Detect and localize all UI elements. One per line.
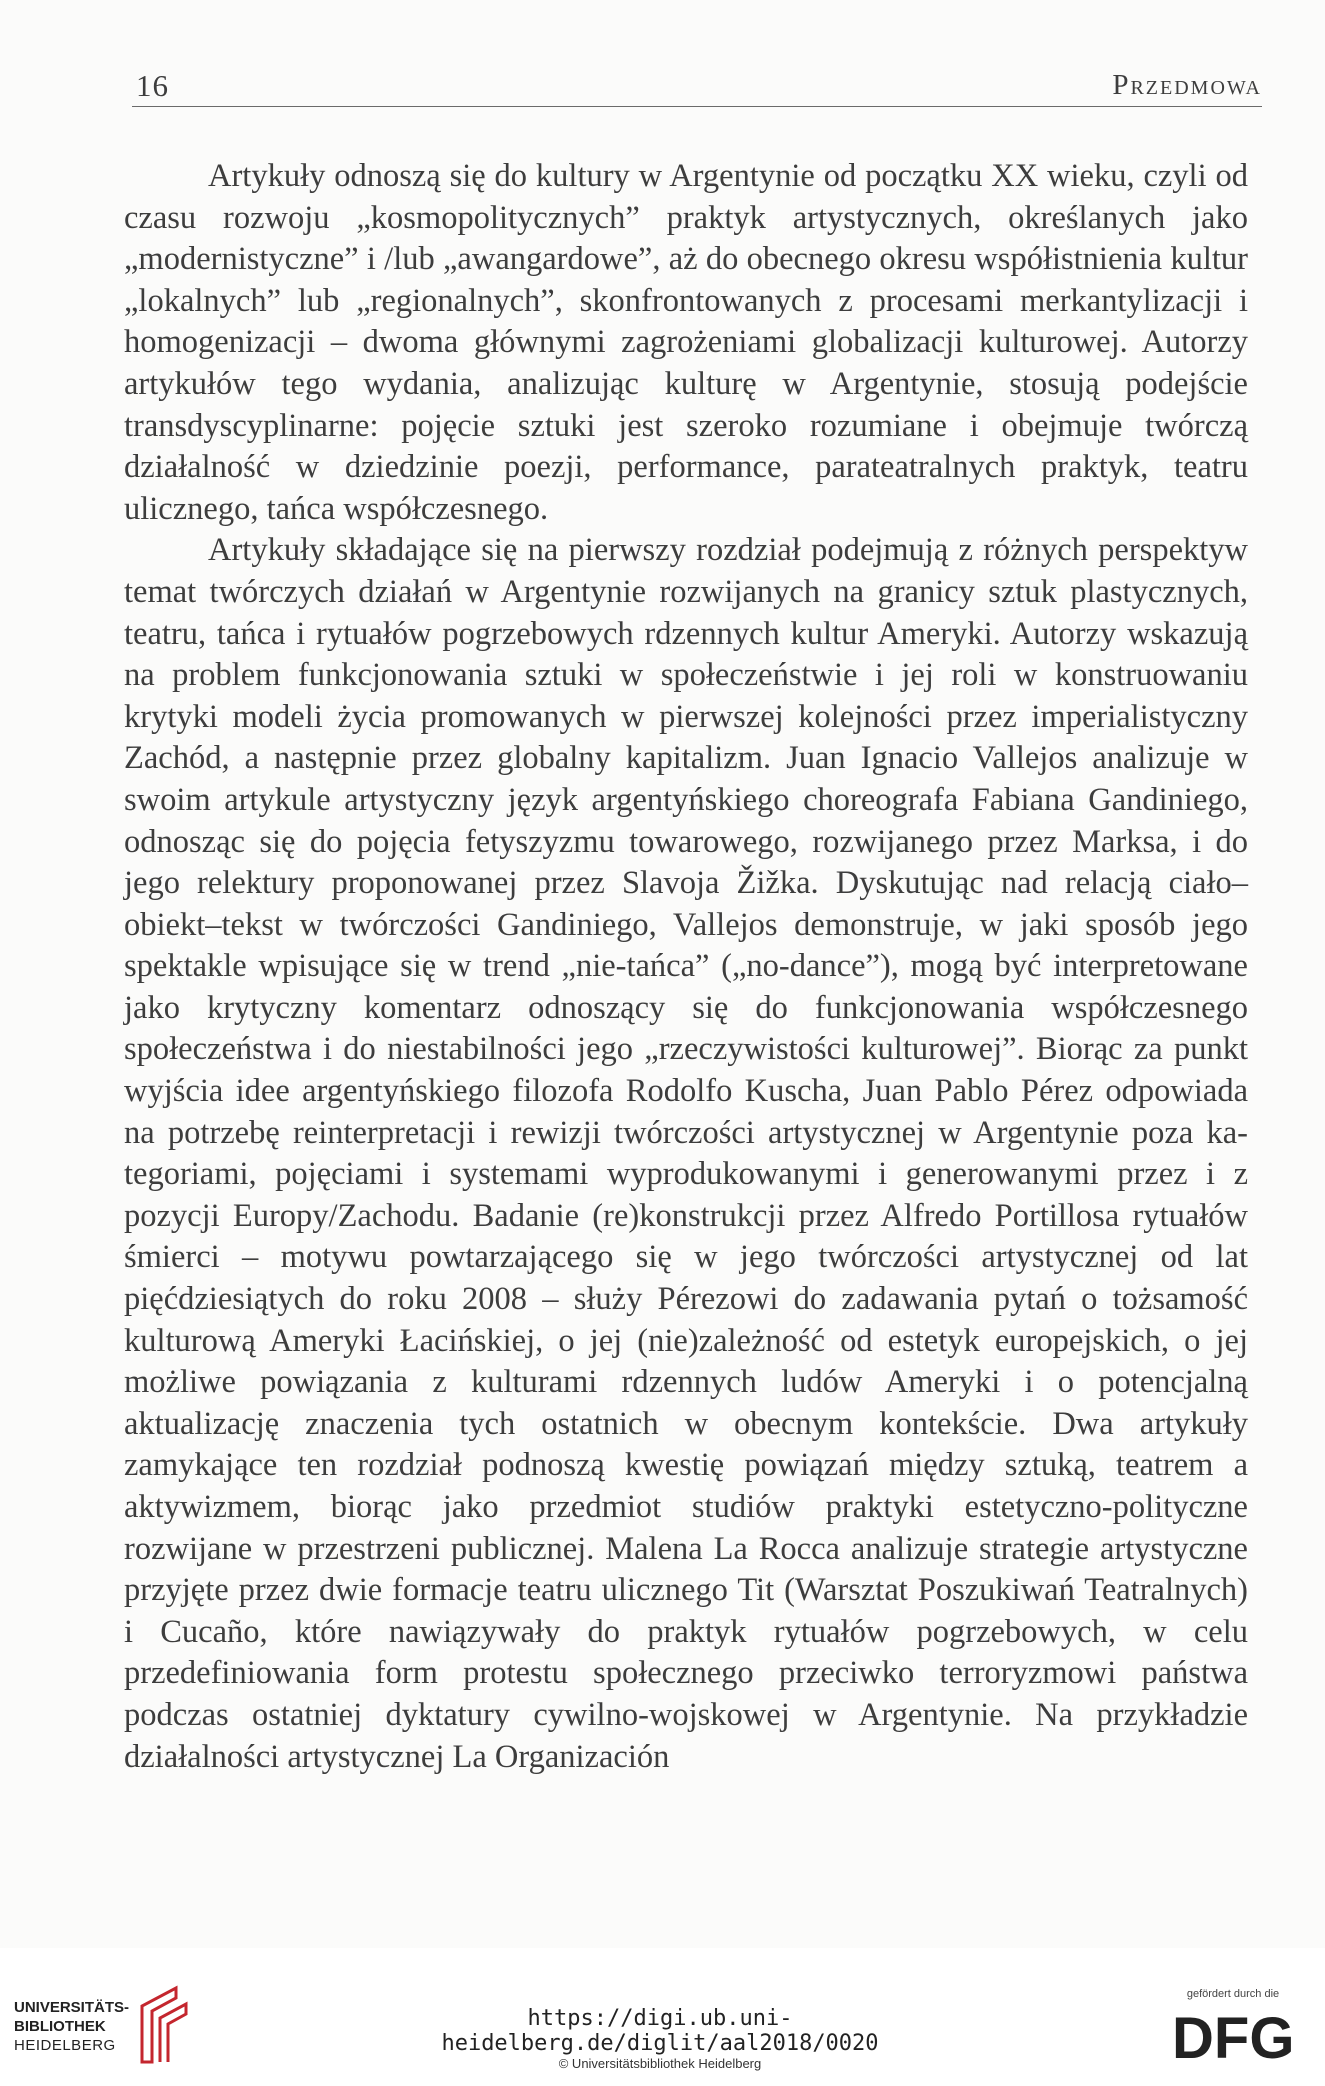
library-name-line: BIBLIOTHEK bbox=[14, 2018, 106, 2035]
copyright-notice: © Universitätsbibliothek Heidelberg bbox=[558, 2056, 762, 2071]
source-url[interactable]: https://digi.ub.uni-heidelberg.de/diglit/aal2018/0020 bbox=[441, 2006, 879, 2056]
library-name bbox=[14, 1998, 129, 2055]
dfg-logo-icon bbox=[1170, 2008, 1300, 2064]
dfg-logo-text: DFG bbox=[1172, 2008, 1295, 2064]
dfg-caption: gefördert durch die bbox=[1186, 1988, 1280, 2000]
library-logo[interactable] bbox=[14, 1984, 214, 2070]
library-name-line: UNIVERSITÄTS- bbox=[14, 1999, 130, 2016]
footer bbox=[0, 1948, 1325, 2086]
running-head bbox=[132, 62, 1262, 107]
dfg-logo[interactable] bbox=[1168, 1988, 1318, 2078]
library-name-line: HEIDELBERG bbox=[14, 2037, 116, 2054]
paragraph: Artykuły odnoszą się do kultury w Argentynie od początku XX wieku, czyli od czasu rozwoju „kosmopolitycznych” praktyk artystycznych, określanych jako „modernistyczne” i /lub „awangardowe”, aż do obecnego okresu współistnienia kultur „lokalnych” lub „regionalnych”, skonfrontowanych z procesami merkantylizacji i homogenizacji – dwoma głównymi zagrożeniami globalizacji kulturowej. Autorzy artykułów tego wydania, analizując kulturę w Argentynie, stosują podejście transdyscyplinarne: pojęcie sztuki jest szeroko rozumiane i obejmuje twórczą działalność w dziedzinie poezji, performance, parateatralnych praktyk, teatru ulicznego, tańca współczesnego. bbox=[124, 158, 1248, 527]
library-emblem-icon bbox=[132, 1984, 196, 2068]
paragraph: Artykuły składające się na pierwszy rozdział podejmują z różnych perspektyw temat twórczych działań w Argentynie rozwijanych na granicy sztuk plastycznych, teatru, tańca i rytuałów pogrzebowych rdzennych kultur Ameryki. Autorzy wskazują na problem funkcjonowania sztuki w społeczeństwie i jej roli w konstruowaniu krytyki modeli życia promowanych w pierwszej kolejności przez imperialistyczny Zachód, a następnie przez globalny kapitalizm. Juan Ignacio Vallejos analizuje w swoim artykule artystyczny język argentyńskiego choreografa Fabiana Gandiniego, odnosząc się do pojęcia fetyszyzmu towarowego, rozwijanego przez Marksa, i do jego relektury proponowanej przez Slavoja Žižka. Dyskutując nad relacją ciało–obiekt–tekst w twórczości Gandiniego, Vallejos demonstruje, w jaki sposób jego spektakle wpisujące się w trend „nie-tańca” („no-dance”), mogą być interpretowane jako krytyczny komentarz odnoszący się do funkcjonowania współczesnego społeczeństwa i do niestabilności jego „rzeczywistości kulturowej”. Biorąc za punkt wyjścia idee argentyńskiego filozofa Rodolfo Kuscha, Juan Pablo Pérez odpowiada na potrzebę reinterpretacji i rewizji twórczości artystycznej w Argentynie poza kategoriami, pojęciami i systemami wyprodukowanymi i generowanymi przez i z pozycji Europy/Zachodu. Badanie (re)konstrukcji przez Alfredo Portillosa rytuałów śmierci – motywu powtarzającego się w jego twórczości artystycznej od lat pięćdziesiątych do roku 2008 – służy Pérezowi do zadawania pytań o tożsamość kulturową Ameryki Łacińskiej, o jej (nie)zależność od estetyk europejskich, o jej możliwe powiązania z kulturami rdzennych ludów Ameryki i o potencjalną aktualizację znaczenia tych ostatnich w obecnym kontekście. Dwa artykuły zamykające ten rozdział podnoszą kwestię powiązań między sztuką, teatrem a aktywizmem, biorąc jako przedmiot studiów praktyki estetyczno-polityczne rozwijane w przestrzeni publicznej. Malena La Rocca analizuje strategie artystyczne przyjęte przez dwie formacje teatru ulicznego Tit (Warsztat Poszukiwań Teatralnych) i Cucaño, które nawiązywały do praktyk rytuałów pogrzebowych, w celu przedefiniowania form protestu społecznego przeciwko terroryzmowi państwa podczas ostatniej dyktatury cywilno-wojskowej w Argentynie. Na przykładzie działalności artystycznej La Organización bbox=[124, 532, 1248, 1775]
section-title: Przedmowa bbox=[1112, 69, 1262, 101]
body-text bbox=[124, 156, 1248, 1778]
page-number: 16 bbox=[136, 68, 169, 103]
